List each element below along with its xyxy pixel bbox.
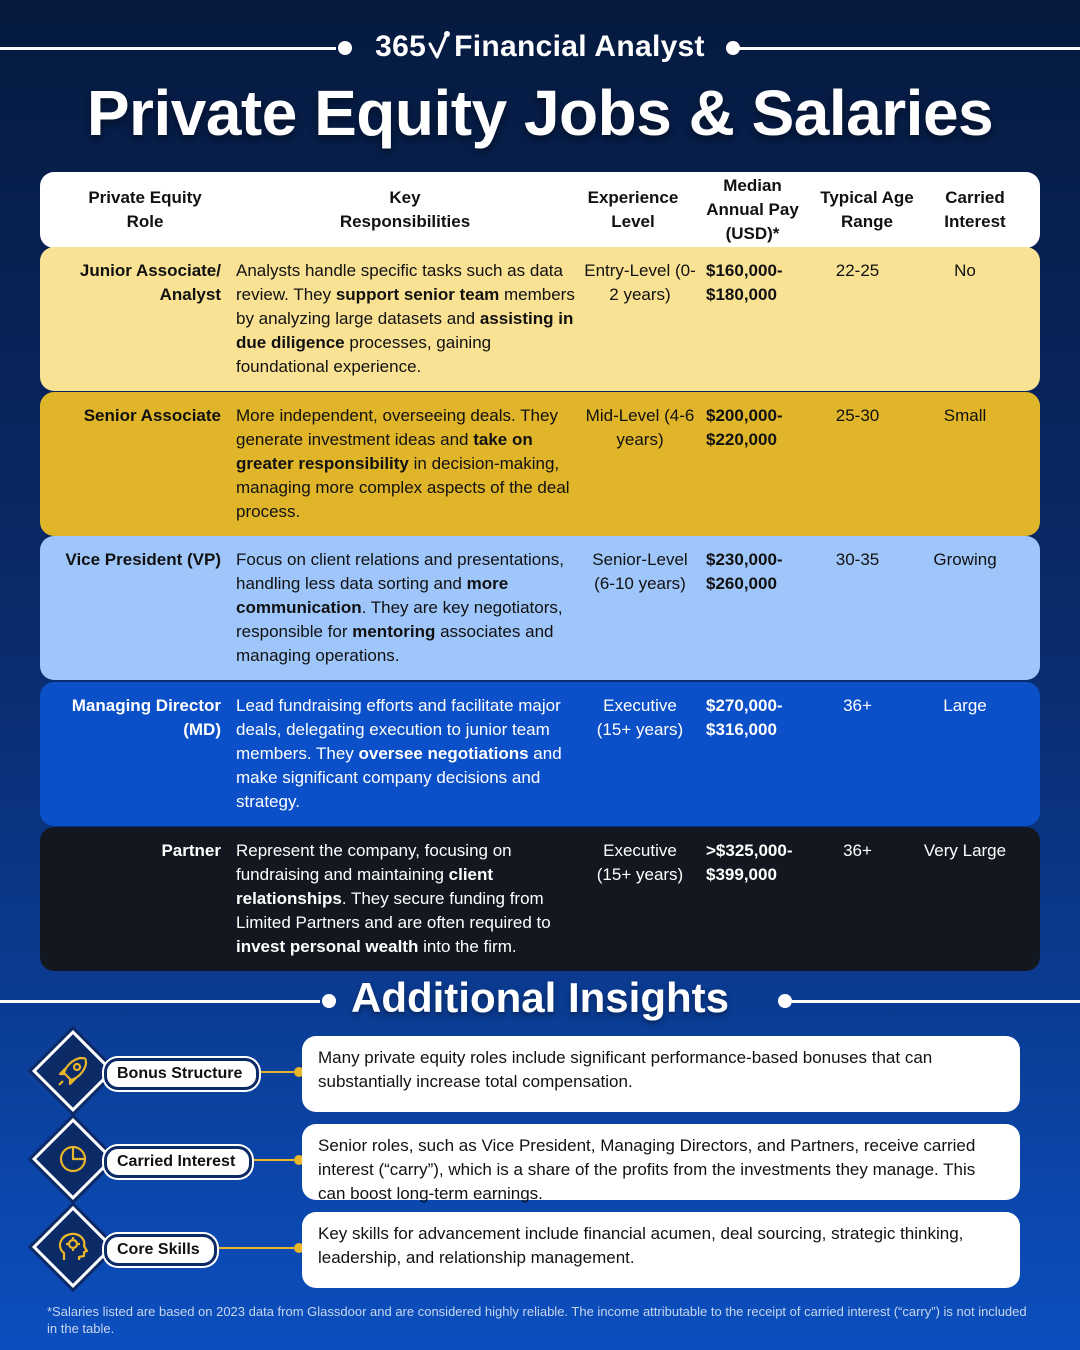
insight-label: Carried Interest [104, 1146, 252, 1178]
pie-chart-icon [50, 1136, 96, 1182]
age-cell: 36+ [843, 696, 872, 715]
table-row [40, 247, 1040, 391]
emphasis-text: oversee negotiations [358, 744, 529, 763]
connector-line [250, 1159, 298, 1161]
brand-suffix: Financial Analyst [454, 30, 705, 63]
insight-carried-interest [0, 1124, 1080, 1206]
responsibilities-cell: Represent the company, focusing on fundraising and maintaining client relationships. They secure funding from Limited Partners and are often required to invest personal wealth into the firm. [236, 841, 551, 956]
age-cell: 22-25 [835, 261, 880, 280]
brand-header [0, 26, 1080, 70]
emphasis-text: assisting in due diligence [236, 309, 574, 352]
experience-cell: Executive (15+ years) [596, 841, 684, 884]
insight-label: Bonus Structure [104, 1058, 259, 1090]
carry-cell: Small [943, 406, 987, 425]
insight-label: Core Skills [104, 1234, 217, 1266]
role-cell: Vice President (VP) [65, 550, 221, 569]
age-cell: 25-30 [835, 406, 880, 425]
table-header [40, 172, 1040, 248]
role-cell: Junior Associate/ Analyst [79, 261, 221, 304]
table-row [40, 392, 1040, 536]
insight-text: Key skills for advancement include financial acumen, deal sourcing, strategic thinking, leadership, and relationship management. [302, 1212, 1020, 1288]
experience-cell: Executive (15+ years) [596, 696, 684, 739]
pay-cell: $270,000- $316,000 [706, 696, 783, 739]
age-cell: 30-35 [835, 550, 880, 569]
header-rule-right [738, 47, 1080, 50]
pay-cell: $160,000- $180,000 [706, 261, 783, 304]
carry-cell: Very Large [923, 841, 1007, 860]
insight-text: Many private equity roles include significant performance-based bonuses that can substantially increase total compensation. [302, 1036, 1020, 1112]
checkmark-logo-icon [428, 30, 450, 68]
insights-heading [0, 972, 1080, 1032]
footnote: *Salaries listed are based on 2023 data from Glassdoor and are considered highly reliable. The income attributable to the receipt of carried interest (“carry”) is not included in the table. [47, 1304, 1027, 1336]
header-responsibilities: Key Responsibilities [339, 188, 471, 231]
responsibilities-cell: Lead fundraising efforts and facilitate major deals, delegating execution to junior team members. They oversee negotiations and make significant company decisions and strategy. [236, 696, 562, 811]
responsibilities-cell: Analysts handle specific tasks such as data review. They support senior team members by analyzing large datasets and assisting in due diligence processes, gaining foundational experience. [236, 261, 575, 376]
connector-line [208, 1247, 298, 1249]
emphasis-text: client relationships [236, 865, 494, 908]
rocket-icon [50, 1048, 96, 1094]
page-title: Private Equity Jobs & Salaries [86, 77, 994, 149]
head-gear-icon [50, 1224, 96, 1270]
header-role: Private Equity Role [88, 188, 202, 231]
emphasis-text: take on greater responsibility [236, 430, 533, 473]
insight-core-skills [0, 1212, 1080, 1294]
responsibilities-cell: More independent, overseeing deals. They generate investment ideas and take on greater responsibility in decision-making, managing more complex aspects of the deal process. [236, 406, 570, 521]
age-cell: 36+ [843, 841, 872, 860]
emphasis-text: mentoring [352, 622, 436, 641]
table-row [40, 536, 1040, 680]
role-cell: Managing Director (MD) [71, 696, 221, 739]
pay-cell: $200,000- $220,000 [706, 406, 783, 449]
brand-prefix: 365 [375, 30, 427, 63]
table-row [40, 682, 1040, 826]
emphasis-text: support senior team [335, 285, 500, 304]
insights-dot-right [778, 994, 792, 1008]
insights-rule-right [792, 1000, 1080, 1003]
responsibilities-cell: Focus on client relations and presentations, handling less data sorting and more communication. They are key negotiators, responsible for mentoring associates and managing operations. [236, 550, 564, 665]
header-experience: Experience Level [587, 188, 679, 231]
pay-cell: $230,000- $260,000 [706, 550, 783, 593]
emphasis-text: invest personal wealth [236, 937, 419, 956]
header-age: Typical Age Range [820, 188, 914, 231]
experience-cell: Senior-Level (6-10 years) [592, 550, 688, 593]
role-cell: Senior Associate [83, 406, 221, 425]
table-row [40, 827, 1040, 971]
pay-cell: >$325,000- $399,000 [706, 841, 793, 884]
header-pay: Median Annual Pay (USD)* [706, 176, 799, 243]
carry-cell: No [954, 261, 976, 280]
experience-cell: Mid-Level (4-6 years) [585, 406, 695, 449]
insights-title: Additional Insights [351, 974, 729, 1021]
role-cell: Partner [161, 841, 221, 860]
emphasis-text: more communication [236, 574, 509, 617]
insight-text: Senior roles, such as Vice President, Managing Directors, and Partners, receive carried interest (“carry”), which is a share of the profits from the investments they manage. This can boost long-term earnings. [302, 1124, 1020, 1200]
carry-cell: Growing [933, 550, 997, 569]
carry-cell: Large [943, 696, 987, 715]
header-carry: Carried Interest [944, 188, 1006, 231]
insight-bonus-structure [0, 1036, 1080, 1118]
experience-cell: Entry-Level (0-2 years) [584, 261, 696, 304]
